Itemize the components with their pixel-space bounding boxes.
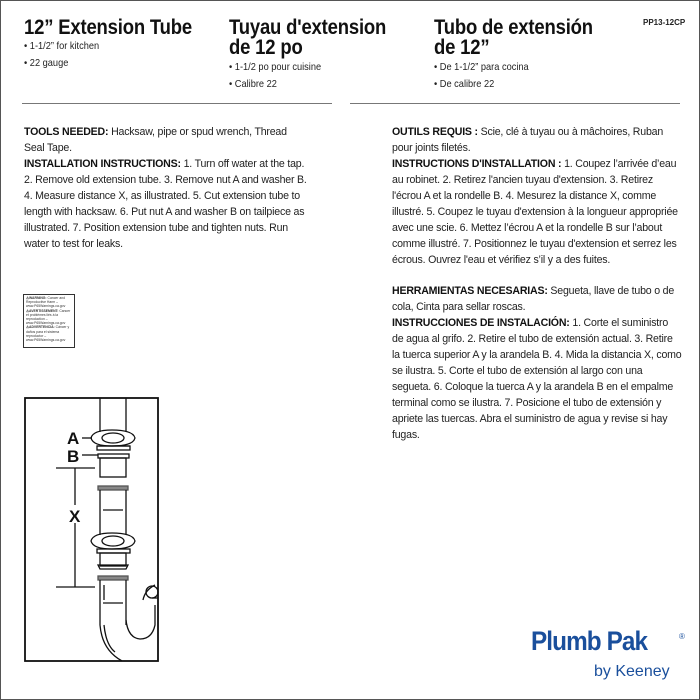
bullet-english-size: • 1-1/2” for kitchen: [24, 40, 100, 52]
tools-label-es: HERRAMIENTAS NECESARIAS:: [392, 285, 548, 297]
tools-text-fr: Scie, clé à tuyau ou à mâchoires, Ruban pour joints filetés.: [392, 126, 664, 154]
install-label-en: INSTALLATION INSTRUCTIONS:: [24, 158, 181, 170]
warning-text-en: Cancer and Reproductive Harm – www.P65Warnings.ca.gov: [26, 296, 66, 309]
bullet-french-gauge: • Calibre 22: [229, 78, 277, 90]
brand-subtitle: by Keeney: [594, 663, 670, 680]
install-label-es: INSTRUCCIONES DE INSTALACIÓN:: [392, 317, 570, 329]
bullet-french-size: • 1-1/2 po pour cuisine: [229, 61, 322, 73]
install-text-es: 1. Corte el suministro de agua al grifo. 2. Retire el tubo de extensión actual. 3. Retire la tuerca superior A y la arandela B. 4. Mida la distancia X, como se ilustra. 5. Corte el tubo de extensión al largo con una segueta. 6. Coloque la tuerca A y la arandela B en el empalme terminal como se ilustra. 7. Posicione el tubo de extensión y apriete las tuercas. Abra el suministro de agua y revise si hay fugas.: [392, 317, 682, 441]
bullet-spanish-size: • De 1-1/2” para cocina: [434, 61, 529, 73]
title-french-line2: de 12 po: [229, 36, 303, 59]
label-b: B: [67, 447, 80, 466]
warning-text-es: Cáncer y daños para el sistema reproductor – www.P65Warnings.ca.gov: [26, 325, 70, 343]
tools-text-en: Hacksaw, pipe or spud wrench, Thread Seal Tape.: [24, 126, 287, 154]
warning-label-en: ⚠WARNING:: [26, 296, 47, 300]
title-spanish-line1: Tubo de extensión: [434, 16, 593, 39]
install-label-fr: INSTRUCTIONS D'INSTALLATION :: [392, 158, 562, 170]
warning-label-es: ⚠ADVERTENCIA:: [26, 325, 55, 330]
bullet-english-gauge: • 22 gauge: [24, 57, 69, 69]
tools-label-fr: OUTILS REQUIS :: [392, 126, 478, 138]
warning-text-fr: Cancer et problèmes liés à la reproduction – www.P65Warnings.ca.gov: [26, 308, 71, 326]
title-english: 12” Extension Tube: [24, 16, 192, 39]
install-text-fr: 1. Coupez l’arrivée d’eau au robinet. 2. Retirez l'ancien tuyau d'extension. 3. Retirez l'écrou A et la rondelle B. 4. Mesurez la distance X, comme illustré. 5. Coupez le tuyau d'extension à la longueur appropriée avec une scie. 6. Mettez l’écrou A et la rondelle B sur l’about comme illustré. 7. Positionnez le tuyau d'extension et serrez les écrous. Ouvrez l'eau et vérifiez s’il y a des fuites.: [392, 158, 678, 266]
warning-label-fr: ⚠AVERTISSEMENT:: [26, 308, 59, 313]
tools-text-es: Segueta, llave de tubo o de cola, Cinta para sellar roscas.: [392, 285, 675, 313]
label-x: X: [69, 507, 81, 526]
title-spanish-line2: de 12”: [434, 36, 490, 59]
install-text-en: 1. Turn off water at the tap. 2. Remove old extension tube. 3. Remove nut A and washer B. 4. Measure distance X, as illustrated. 5. Cut extension tube to length with hacksaw. 6. Put nut A and washer B on tailpiece as illustrated. 7. Position extension tube and tighten nuts. Run water to test for leaks.: [24, 158, 307, 250]
tools-label-en: TOOLS NEEDED:: [24, 126, 109, 138]
brand-logo: Plumb Pak: [531, 626, 648, 656]
bullet-spanish-gauge: • De calibre 22: [434, 78, 495, 90]
sku-code: PP13-12CP: [643, 18, 686, 27]
title-french-line1: Tuyau d'extension: [229, 16, 387, 39]
registered-mark: ®: [679, 632, 685, 641]
label-a: A: [67, 429, 80, 448]
